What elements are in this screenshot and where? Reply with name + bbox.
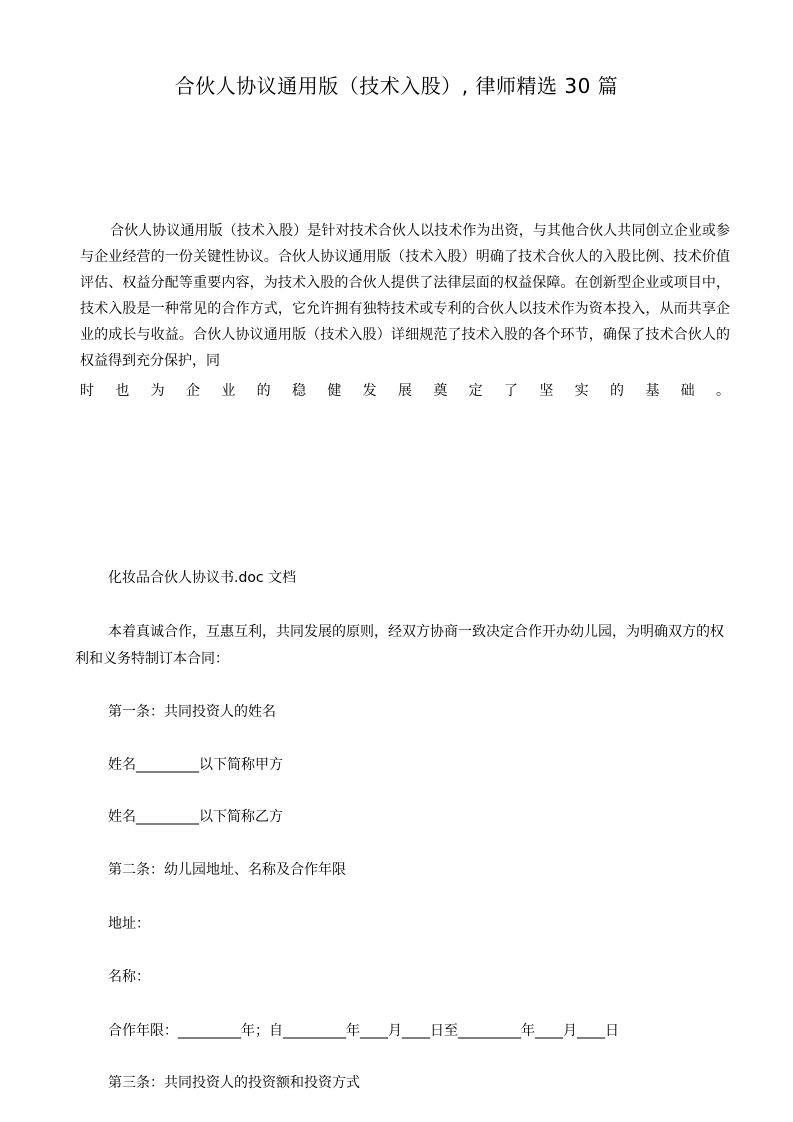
kindergarten-name-line: 名称： [108, 969, 150, 985]
party-b-name-line: 姓名_________以下简称乙方 [108, 809, 283, 825]
address-line: 地址： [108, 916, 150, 932]
intro-paragraph-last-line: 时也为企业的稳健发展奠定了坚实的基础。 [80, 383, 730, 399]
preamble-paragraph: 本着真诚合作，互惠互利，共同发展的原则，经双方协商一致决定合作开办幼儿园，为明确双方的权利和义务特制订本合同： [75, 624, 724, 667]
clause-1-heading: 第一条：共同投资人的姓名 [108, 704, 276, 720]
clause-2-heading: 第二条：幼儿园地址、名称及合作年限 [108, 862, 346, 878]
cooperation-term-line: 合作年限：_________年；自_________年____月____日至_________年____月____日 [108, 1023, 619, 1039]
intro-paragraph: 合伙人协议通用版（技术入股）是针对技术合伙人以技术作为出资，与其他合伙人共同创立企业或参与企业经营的一份关键性协议。合伙人协议通用版（技术入股）明确了技术合伙人的入股比例、技术价值评估、权益分配等重要内容，为技术入股的合伙人提供了法律层面的权益保障。在创新型企业或项目中，技术入股是一种常见的合作方式，它允许拥有独特技术或专利的合伙人以技术作为资本投入，从而共享企业的成长与收益。合伙人协议通用版（技术入股）详细规范了技术入股的各个环节，确保了技术合伙人的权益得到充分保护，同 [80, 223, 730, 369]
clause-3-heading: 第三条：共同投资人的投资额和投资方式 [108, 1075, 360, 1091]
party-a-name-line: 姓名_________以下简称甲方 [108, 757, 283, 773]
document-title: 合伙人协议通用版（技术入股）, 律师精选 30 篇 [174, 74, 619, 98]
document-name: 化妆品合伙人协议书.doc 文档 [108, 570, 297, 586]
